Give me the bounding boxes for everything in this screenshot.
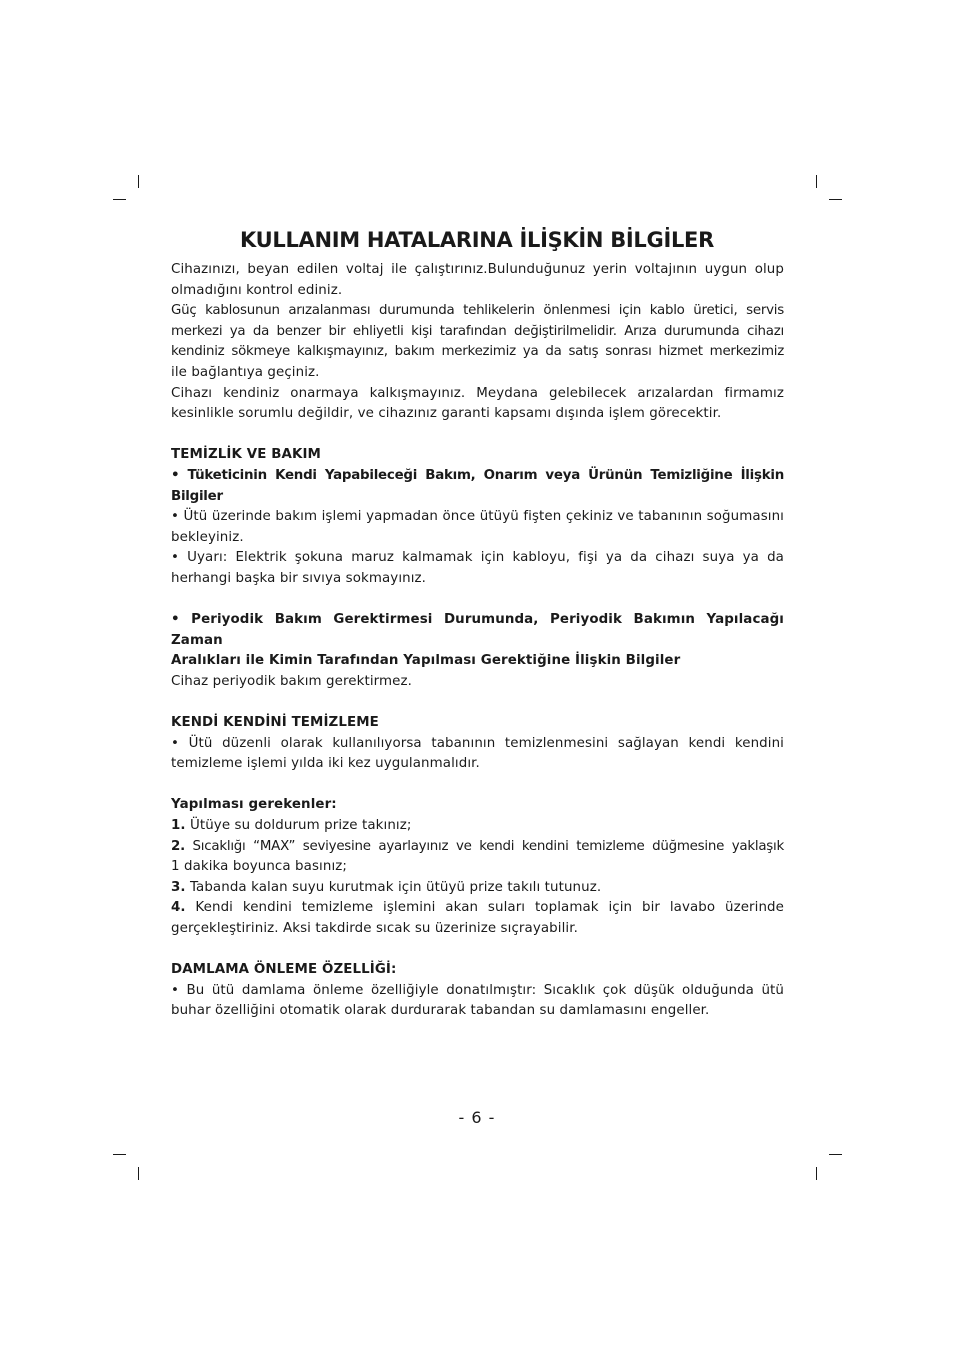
crop-mark	[829, 199, 842, 200]
bullet-line: bekleyiniz.	[171, 529, 244, 545]
section-heading-periodic: • Periyodik Bakım Gerektirmesi Durumunda, Periyodik Bakımın Yapılacağı Zaman	[171, 612, 784, 648]
bullet-line: • Ütü düzenli olarak kullanılıyorsa tabanının temizlenmesini sağlayan kendi kendini	[171, 735, 784, 751]
document-body	[171, 260, 784, 1022]
step-number: 2.	[171, 838, 185, 854]
crop-mark	[816, 1167, 817, 1180]
section-heading-selfclean: KENDİ KENDİNİ TEMİZLEME	[171, 715, 379, 731]
crop-mark	[113, 199, 126, 200]
crop-mark	[138, 1167, 139, 1180]
section-heading-drip: DAMLAMA ÖNLEME ÖZELLİĞİ:	[171, 962, 397, 978]
section-subheading: • Tüketicinin Kendi Yapabileceği Bakım, Onarım veya Ürünün Temizliğine İlişkin Bilgiler	[171, 467, 784, 504]
bullet-line: herhangi başka bir sıvıya sokmayınız.	[171, 570, 427, 586]
crop-mark	[816, 175, 817, 188]
intro-line: kesinlikle sorumlu değildir, ve cihazınız garanti kapsamı dışında işlem görecektir.	[171, 406, 722, 422]
intro-line: Cihazınızı, beyan edilen voltaj ile çalıştırınız.Bulunduğunuz yerin voltajının uygun olup	[171, 262, 784, 277]
intro-line: Güç kablosunun arızalanması durumunda tehlikelerin önlenmesi için kablo üretici, servis	[171, 303, 784, 319]
section-heading-cleaning: TEMİZLİK VE BAKIM	[171, 447, 321, 463]
intro-line: olmadığını kontrol ediniz.	[171, 282, 343, 298]
crop-mark	[113, 1154, 126, 1155]
step-item	[171, 878, 784, 899]
section-heading-steps: Yapılması gerekenler:	[171, 797, 337, 813]
intro-line: merkezi ya da benzer bir ehliyetli kişi tarafından değiştirilmelidir. Arıza durumunda cihazı	[171, 323, 784, 339]
bullet-line: • Uyarı: Elektrik şokuna maruz kalmamak için kabloyu, fişi ya da cihazı suya ya da	[171, 550, 784, 566]
bullet-line: • Ütü üzerinde bakım işlemi yapmadan önce ütüyü fişten çekiniz ve tabanının soğumasını	[171, 509, 784, 525]
step-number: 4.	[171, 900, 186, 916]
step-item	[171, 816, 784, 837]
page-number: - 6 -	[458, 1108, 496, 1127]
step-text: Ütüye su doldurum prize takınız;	[185, 818, 412, 834]
intro-line: ile bağlantıya geçiniz.	[171, 364, 320, 380]
intro-line: kendiniz sökmeye kalkışmayınız, bakım merkezimiz ya da satış sonrası hizmet merkezimiz	[171, 344, 784, 360]
step-text: Sıcaklığı “MAX” seviyesine ayarlayınız ve kendi kendini temizleme düğmesine yaklaşık	[184, 838, 784, 854]
intro-line: Cihazı kendiniz onarmaya kalkışmayınız. Meydana gelebilecek arızalardan firmamız	[171, 385, 784, 401]
bullet-line: temizleme işlemi yılda iki kez uygulanmalıdır.	[171, 756, 480, 772]
bullet-line: • Bu ütü damlama önleme özelliğiyle donatılmıştır: Sıcaklık çok düşük olduğunda ütü	[171, 982, 784, 998]
step-item	[171, 837, 784, 858]
crop-mark	[138, 175, 139, 188]
bullet-line: buhar özelliğini otomatik olarak durdurarak tabandan su damlamasını engeller.	[171, 1003, 710, 1019]
section-heading-periodic: Aralıkları ile Kimin Tarafından Yapılması Gerektiğine İlişkin Bilgiler	[171, 653, 681, 669]
step-item	[171, 898, 784, 919]
step-text: Tabanda kalan suyu kurutmak için ütüyü prize takılı tutunuz.	[185, 879, 602, 895]
step-text: 1 dakika boyunca basınız;	[171, 859, 348, 875]
crop-mark	[829, 1154, 842, 1155]
step-number: 1.	[171, 818, 186, 834]
step-number: 3.	[171, 879, 186, 895]
periodic-text: Cihaz periyodik bakım gerektirmez.	[171, 673, 412, 689]
step-text: Kendi kendini temizleme işlemini akan suları toplamak için bir lavabo üzerinde	[185, 900, 784, 916]
page-title: KULLANIM HATALARINA İLİŞKİN BİLGİLER	[240, 228, 714, 252]
step-text: gerçekleştiriniz. Aksi takdirde sıcak su üzerinize sıçrayabilir.	[171, 921, 578, 936]
